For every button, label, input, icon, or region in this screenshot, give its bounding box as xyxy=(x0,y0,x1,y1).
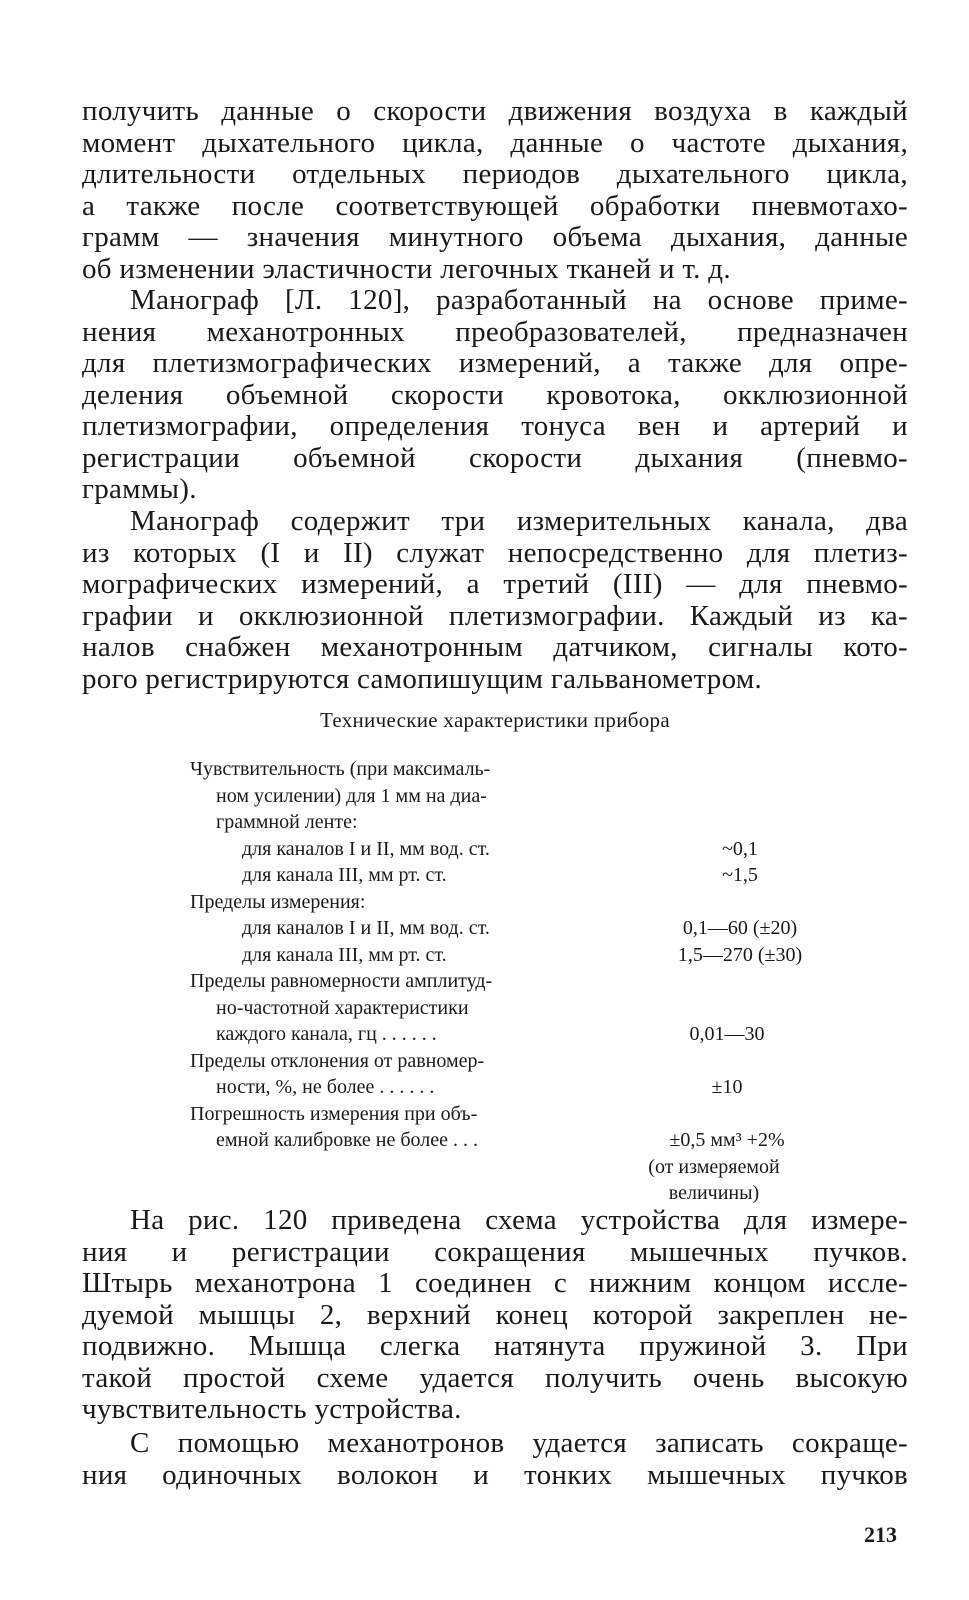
spec-row xyxy=(190,995,830,1022)
spec-label: каждого канала, гц . . . . . . xyxy=(216,1023,437,1045)
spec-row xyxy=(190,1127,830,1154)
spec-value: ~1,5 xyxy=(722,864,758,886)
spec-value xyxy=(624,995,830,1022)
spec-row xyxy=(190,756,830,783)
spec-label: Чувствительность (при максималь- xyxy=(190,758,491,780)
spec-value xyxy=(624,783,830,810)
paragraph-line: плетизмографии, определения тонуса вен и артерий и xyxy=(82,410,908,442)
paragraph-line: Штырь механотрона 1 соединен с нижним концом иссле- xyxy=(82,1267,908,1299)
spec-value xyxy=(624,809,830,836)
spec-value: ±0,5 мм³ +2% xyxy=(669,1129,785,1151)
paragraph-line: ния и регистрации сокращения мышечных пучков. xyxy=(82,1235,908,1268)
spec-value: 0,1—60 (±20) xyxy=(682,917,798,939)
paragraph-line: деления объемной скорости кровотока, окклюзионной xyxy=(82,378,908,411)
paragraph-line: нения механотронных преобразователей, предназначен xyxy=(82,315,908,348)
paragraph-line: налов снабжен механотронным датчиком, сигналы кото- xyxy=(82,631,908,663)
paragraph-line: На рис. 120 приведена схема устройства для измере- xyxy=(130,1204,908,1236)
spec-row xyxy=(190,942,830,969)
paragraph-line: граммы). xyxy=(82,473,197,505)
spec-row xyxy=(190,968,830,995)
spec-row xyxy=(190,862,830,889)
spec-value xyxy=(598,889,830,916)
paragraph-line: подвижно. Мышца слегка натянута пружиной 3. При xyxy=(82,1330,908,1362)
paragraph-5 xyxy=(82,1428,908,1491)
paragraph-line: грамм — значения минутного объема дыхания, данные xyxy=(82,221,908,253)
spec-value: (от измеряемой xyxy=(648,1155,780,1178)
spec-value: ±10 xyxy=(711,1076,743,1098)
spec-label: Погрешность измерения при объ- xyxy=(190,1102,478,1125)
spec-label: для каналов I и II, мм вод. ст. xyxy=(242,917,490,939)
spec-value xyxy=(598,968,830,995)
page-number: 213 xyxy=(864,1522,897,1547)
paragraph-line: чувствительность устройства. xyxy=(82,1393,462,1425)
spec-row xyxy=(190,1180,830,1207)
spec-row xyxy=(190,1101,830,1128)
paragraph-line: рого регистрируются самопишущим гальванометром. xyxy=(82,662,763,695)
spec-value xyxy=(598,756,830,783)
paragraph-line: об изменении эластичности легочных тканей и т. д. xyxy=(82,252,731,285)
spec-label xyxy=(190,1180,598,1207)
table-caption: Технические характеристики прибора xyxy=(320,708,670,732)
paragraph-4 xyxy=(82,1205,908,1426)
spec-label: Пределы отклонения от равномер- xyxy=(190,1049,485,1072)
paragraph-line: для плетизмографических измерений, а также для опре- xyxy=(82,347,908,379)
spec-label: Пределы равномерности амплитуд- xyxy=(190,970,493,992)
spec-row xyxy=(190,1021,830,1048)
spec-value: ~0,1 xyxy=(722,837,758,860)
paragraph-line: мографических измерений, а третий (III) — для пневмо- xyxy=(82,568,908,600)
spec-label: для канала III, мм рт. ст. xyxy=(242,864,447,886)
spec-value xyxy=(598,1048,830,1075)
spec-label: ном усилении) для 1 мм на диа- xyxy=(216,784,487,807)
spec-row xyxy=(190,915,830,942)
paragraph-line: ния одиночных волокон и тонких мышечных пучков xyxy=(82,1458,908,1491)
spec-label: для каналов I и II, мм вод. ст. xyxy=(242,837,490,860)
paragraph-line: момент дыхательного цикла, данные о частоте дыхания, xyxy=(82,126,908,159)
paragraph-line: регистрации объемной скорости дыхания (пневмо- xyxy=(82,441,908,474)
spec-label xyxy=(190,1154,598,1181)
spec-row xyxy=(190,1074,830,1101)
paragraph-line: такой простой схеме удается получить очень высокую xyxy=(82,1361,908,1394)
paragraph-line: из которых (I и II) служат непосредственно для плетиз- xyxy=(82,536,908,569)
spec-row xyxy=(190,1154,830,1181)
spec-row xyxy=(190,783,830,810)
spec-row xyxy=(190,889,830,916)
paragraph-line: С помощью механотронов удается записать сокраще- xyxy=(130,1427,908,1459)
spec-table xyxy=(190,756,830,1207)
paragraph-line: дуемой мышцы 2, верхний конец которой закреплен не- xyxy=(82,1298,908,1331)
spec-label: граммной ленте: xyxy=(216,811,358,833)
spec-row xyxy=(190,836,830,863)
paragraph-line: Манограф содержит три измерительных канала, два xyxy=(130,505,908,537)
paragraph-line: Манограф [Л. 120], разработанный на основе приме- xyxy=(130,284,908,316)
paragraph-line: графии и окклюзионной плетизмографии. Каждый из ка- xyxy=(82,599,908,632)
paragraph-1 xyxy=(82,96,908,285)
spec-label: емной калибровке не более . . . xyxy=(216,1129,479,1151)
spec-label: Пределы измерения: xyxy=(190,890,366,913)
paragraph-2 xyxy=(82,285,908,506)
spec-label: для канала III, мм рт. ст. xyxy=(242,943,447,966)
spec-value xyxy=(598,1101,830,1128)
paragraph-line: получить данные о скорости движения воздуха в каждый xyxy=(82,95,908,127)
spec-value: 0,01—30 xyxy=(689,1023,765,1045)
paragraph-3 xyxy=(82,506,908,695)
spec-label: но-частотной характеристики xyxy=(216,996,469,1019)
spec-label: ности, %, не более . . . . . . xyxy=(216,1076,435,1098)
paragraph-line: а также после соответствующей обработки пневмотахо- xyxy=(82,189,908,222)
spec-value: 1,5—270 (±30) xyxy=(677,943,803,966)
spec-row xyxy=(190,1048,830,1075)
paragraph-line: длительности отдельных периодов дыхательного цикла, xyxy=(82,158,908,190)
spec-row xyxy=(190,809,830,836)
spec-value: величины) xyxy=(668,1182,760,1204)
